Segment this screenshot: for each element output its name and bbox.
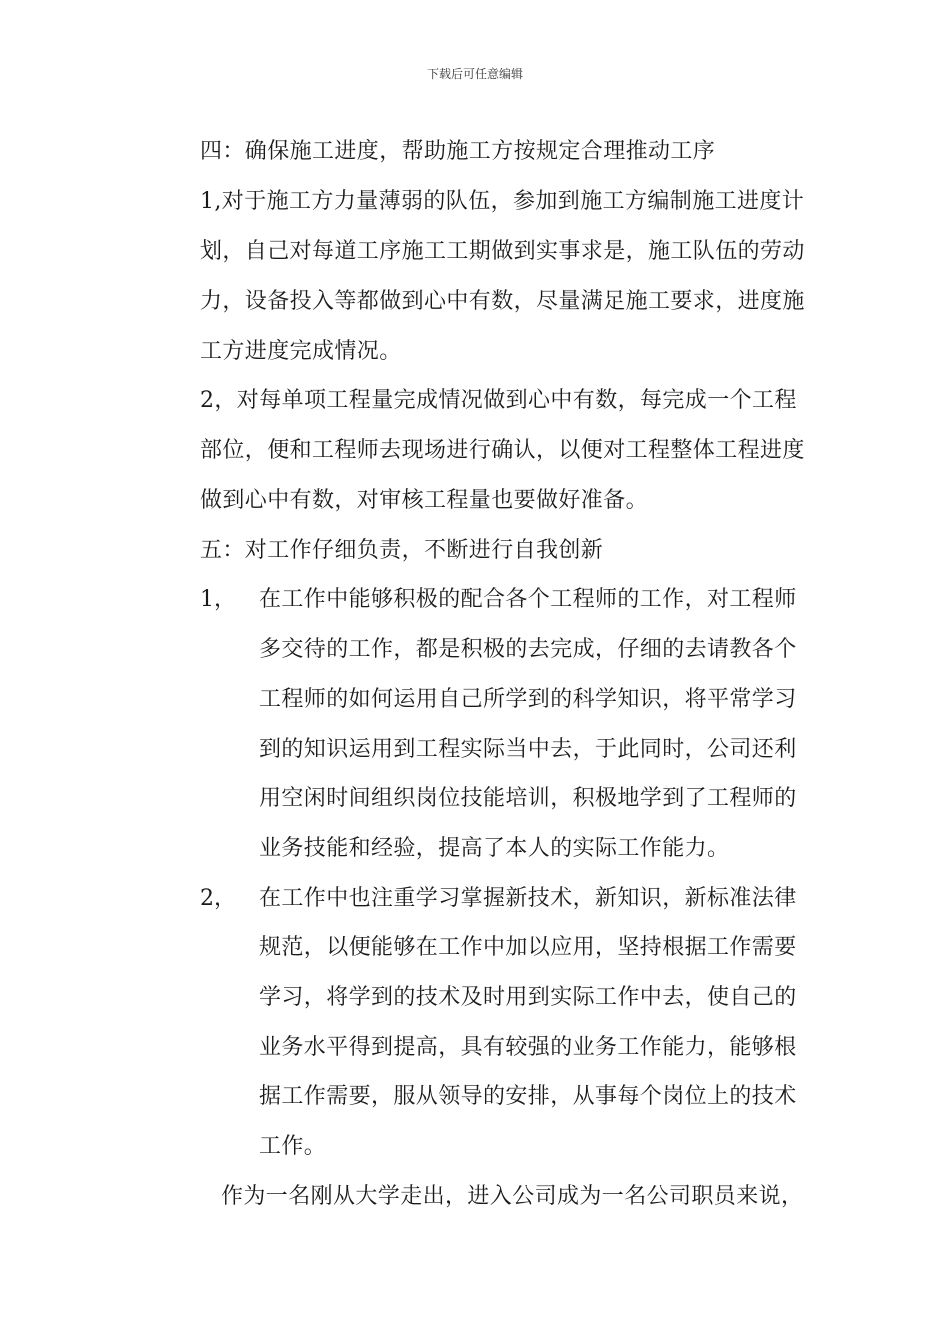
list-item-line: 用空闲时间组织岗位技能培训，积极地学到了工程师的 — [259, 786, 797, 811]
header-note: 下载后可任意编辑 — [426, 67, 523, 81]
list-number: 2， — [200, 886, 236, 911]
paragraph-line: 划，自己对每道工序施工工期做到实事求是，施工队伍的劳动 — [200, 239, 805, 264]
list-item-line: 工程师的如何运用自己所学到的科学知识，将平常学习 — [259, 687, 797, 712]
paragraph-line: 做到心中有数，对审核工程量也要做好准备。 — [200, 488, 649, 513]
section-4-heading: 四：确保施工进度，帮助施工方按规定合理推动工序 — [200, 139, 716, 164]
list-number: 1， — [200, 587, 236, 612]
paragraph-line: 部位，便和工程师去现场进行确认，以便对工程整体工程进度 — [200, 438, 805, 463]
section-5-heading: 五：对工作仔细负责，不断进行自我创新 — [200, 538, 604, 563]
list-item-line: 规范，以便能够在工作中加以应用，坚持根据工作需要 — [259, 935, 797, 960]
paragraph-line: 力，设备投入等都做到心中有数，尽量满足施工要求，进度施 — [200, 289, 805, 314]
list-item-line: 到的知识运用到工程实际当中去，于此同时，公司还利 — [259, 737, 797, 762]
list-item-line: 多交待的工作，都是积极的去完成，仔细的去请教各个 — [259, 637, 797, 662]
paragraph-line: 1,对于施工方力量薄弱的队伍，参加到施工方编制施工进度计 — [200, 189, 805, 214]
paragraph-line: 2，对每单项工程量完成情况做到心中有数，每完成一个工程 — [200, 388, 797, 413]
paragraph-line: 工方进度完成情况。 — [200, 339, 402, 364]
list-item-line: 据工作需要，服从领导的安排，从事每个岗位上的技术 — [259, 1084, 797, 1109]
list-item-line: 业务技能和经验，提高了本人的实际工作能力。 — [259, 836, 730, 861]
list-item-line: 在工作中也注重学习掌握新技术，新知识，新标准法律 — [259, 886, 797, 911]
list-item-line: 学习，将学到的技术及时用到实际工作中去，使自己的 — [259, 985, 797, 1010]
list-item-line: 业务水平得到提高，具有较强的业务工作能力，能够根 — [259, 1035, 797, 1060]
list-item-line: 在工作中能够积极的配合各个工程师的工作，对工程师 — [259, 587, 797, 612]
list-item-line: 工作。 — [259, 1134, 327, 1159]
closing-line: 作为一名刚从大学走出，进入公司成为一名公司职员来说， — [221, 1184, 804, 1209]
